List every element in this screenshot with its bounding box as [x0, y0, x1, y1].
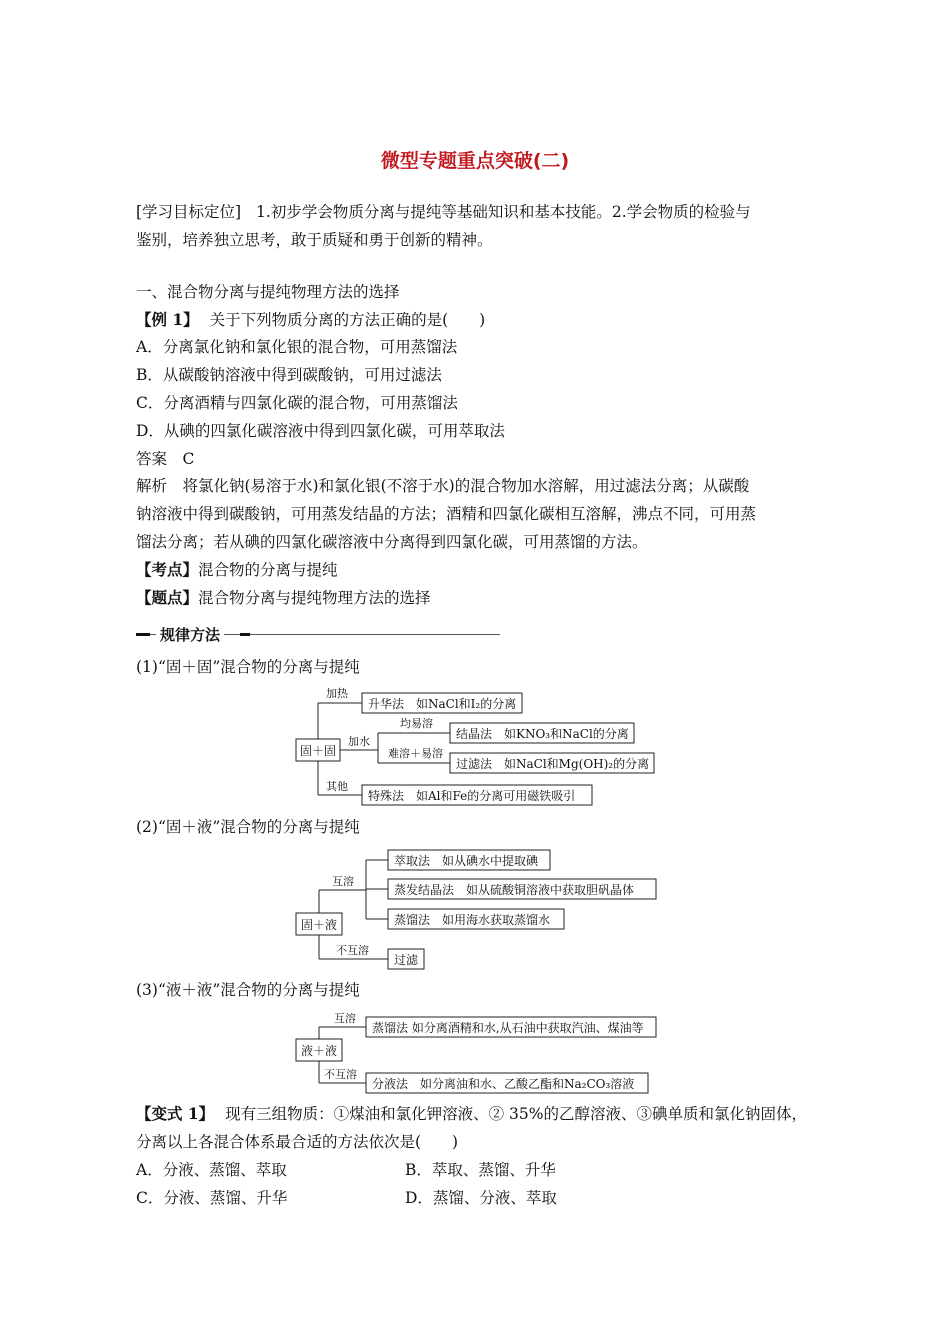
d1-filtration: 过滤法 如NaCl和Mg(OH)₂的分离	[456, 757, 650, 771]
d1-root: 固＋固	[299, 744, 337, 758]
objectives-label: [学习目标定位]	[136, 203, 242, 221]
d2-branch-miscible: 互溶	[332, 875, 354, 888]
d2-filter: 过滤	[394, 953, 419, 967]
example-1-text: 关于下列物质分离的方法正确的是( )	[209, 311, 486, 329]
answer: 答案 C	[136, 450, 195, 468]
variant-1-line-1	[136, 1104, 807, 1124]
subheading-2: (2)“固＋液”混合物的分离与提纯	[136, 818, 360, 836]
d2-evaporation: 蒸发结晶法 如从硫酸铜溶液中获取胆矾晶体	[394, 883, 635, 897]
d2-root: 固＋液	[300, 918, 338, 932]
analysis-line-1: 解析 将氯化钠(易溶于水)和氯化银(不溶于水)的混合物加水溶解，用过滤法分离；从碳酸	[136, 477, 750, 495]
method-header-label: 规律方法	[156, 624, 224, 645]
subheading-1: (1)“固＋固”混合物的分离与提纯	[136, 658, 360, 676]
d3-branch-immiscible: 不互溶	[324, 1068, 357, 1081]
option-b: B．从碳酸钠溶液中得到碳酸钠，可用过滤法	[136, 366, 442, 384]
section-heading: 一、混合物分离与提纯物理方法的选择	[136, 283, 400, 301]
analysis-line-2: 钠溶液中得到碳酸钠，可用蒸发结晶的方法；酒精和四氯化碳相互溶解，沸点不同，可用蒸	[136, 505, 757, 523]
d2-extraction: 萃取法 如从碘水中提取碘	[394, 854, 539, 868]
variant-1-tag: 【变式 1】	[136, 1104, 215, 1123]
option-d: D．从碘的四氯化碳溶液中得到四氯化碳，可用萃取法	[136, 422, 505, 440]
d1-branch-other: 其他	[326, 780, 348, 793]
objectives-text-1: 1.初步学会物质分离与提纯等基础知识和基本技能。2.学会物质的检验与	[256, 203, 751, 221]
tidian-tag: 【题点】	[136, 588, 199, 607]
d2-distillation: 蒸馏法 如用海水获取蒸馏水	[394, 913, 551, 927]
example-1-tag: 【例 1】	[136, 310, 199, 329]
d1-crystallization: 结晶法 如KNO₃和NaCl的分离	[456, 727, 629, 741]
analysis-line-3: 馏法分离；若从碘的四氯化碳溶液中分离得到四氯化碳，可用蒸馏的方法。	[136, 533, 648, 551]
d3-branch-miscible: 互溶	[334, 1012, 356, 1025]
d1-branch-soluble: 均易溶	[400, 717, 433, 730]
kaodian-text: 混合物的分离与提纯	[198, 561, 338, 579]
option-a: A．分离氯化钠和氯化银的混合物，可用蒸馏法	[136, 338, 458, 356]
d1-special: 特殊法 如Al和Fe的分离可用磁铁吸引	[368, 789, 576, 803]
variant-option-d: D．蒸馏、分液、萃取	[405, 1189, 557, 1207]
variant-option-a: A．分液、蒸馏、萃取	[136, 1161, 287, 1179]
subheading-3: (3)“液＋液”混合物的分离与提纯	[136, 981, 360, 999]
kaodian-tag: 【考点】	[136, 560, 199, 579]
d3-separation: 分液法 如分离油和水、乙酸乙酯和Na₂CO₃溶液	[372, 1077, 635, 1091]
variant-option-c: C．分液、蒸馏、升华	[136, 1189, 288, 1207]
d2-branch-immiscible: 不互溶	[336, 944, 369, 957]
diagram-2	[296, 850, 656, 969]
d1-sublimation: 升华法 如NaCl和I₂的分离	[368, 697, 517, 711]
page-title: 微型专题重点突破(二)	[380, 150, 570, 172]
variant-1-text-1: 现有三组物质：①煤油和氯化钾溶液、② 35%的乙醇溶液、③碘单质和氯化钠固体，	[225, 1105, 808, 1123]
d1-branch-water: 加水	[348, 735, 370, 748]
objectives-line-2: 鉴别，培养独立思考，敢于质疑和勇于创新的精神。	[136, 231, 493, 249]
d1-branch-heat: 加热	[326, 687, 348, 700]
d1-branch-insoluble: 难溶＋易溶	[388, 747, 443, 760]
diagram-3	[296, 1011, 656, 1093]
variant-1-line-2: 分离以上各混合体系最合适的方法依次是( )	[136, 1133, 459, 1151]
d3-distillation: 蒸馏法 如分离酒精和水,从石油中获取汽油、煤油等	[372, 1021, 644, 1035]
option-c: C．分离酒精与四氯化碳的混合物，可用蒸馏法	[136, 394, 458, 412]
d3-root: 液＋液	[300, 1044, 338, 1058]
diagram-1	[296, 686, 654, 805]
variant-option-b: B．萃取、蒸馏、升华	[405, 1161, 556, 1179]
tidian-text: 混合物分离与提纯物理方法的选择	[198, 589, 431, 607]
